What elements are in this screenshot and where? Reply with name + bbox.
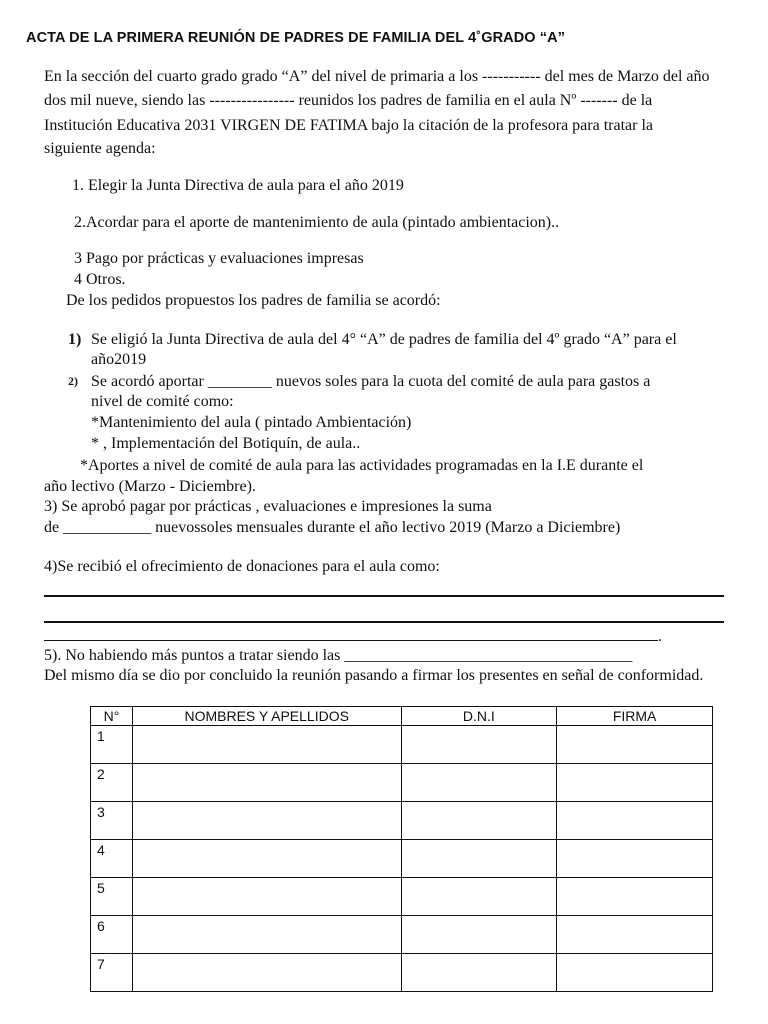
dni-cell[interactable] xyxy=(401,726,557,764)
header-names: NOMBRES Y APELLIDOS xyxy=(132,707,401,726)
resolution-1-line-2: año2019 xyxy=(91,351,147,368)
resolution-2-item-3-line-2: año lectivo (Marzo - Diciembre). xyxy=(44,478,256,495)
blank-line-2 xyxy=(44,621,724,623)
name-cell[interactable] xyxy=(132,764,401,802)
header-dni: D.N.I xyxy=(401,707,557,726)
name-cell[interactable] xyxy=(132,726,401,764)
row-number: 4 xyxy=(91,840,133,878)
resolution-2-line-2: nivel de comité como: xyxy=(91,393,234,410)
table-row xyxy=(91,954,713,992)
signature-cell[interactable] xyxy=(557,878,713,916)
resolution-2-line-1: Se acordó aportar ________ nuevos soles para la cuota del comité de aula para gastos a xyxy=(91,373,651,390)
dni-cell[interactable] xyxy=(401,916,557,954)
agenda-item-2: 2.Acordar para el aporte de mantenimiento de aula (pintado ambientacion).. xyxy=(74,214,560,231)
dni-cell[interactable] xyxy=(401,840,557,878)
resolution-3-line-2: de ___________ nuevossoles mensuales durante el año lectivo 2019 (Marzo a Diciembre) xyxy=(44,519,621,536)
row-number: 2 xyxy=(91,764,133,802)
closing-text: Del mismo día se dio por concluido la reunión pasando a firmar los presentes en señal de conformidad. xyxy=(44,667,704,684)
table-row xyxy=(91,764,713,802)
name-cell[interactable] xyxy=(132,878,401,916)
name-cell[interactable] xyxy=(132,954,401,992)
signature-cell[interactable] xyxy=(557,726,713,764)
row-number: 3 xyxy=(91,802,133,840)
row-number: 5 xyxy=(91,878,133,916)
header-signature: FIRMA xyxy=(557,707,713,726)
table-header-row xyxy=(91,707,713,726)
blank-line-period: . xyxy=(658,628,662,645)
table-row xyxy=(91,878,713,916)
signature-cell[interactable] xyxy=(557,764,713,802)
resolution-1-number: 1) xyxy=(68,331,82,348)
signature-cell[interactable] xyxy=(557,840,713,878)
resolution-2-item-3-line-1: *Aportes a nivel de comité de aula para las actividades programadas en la I.E durante el xyxy=(80,457,644,474)
table-row xyxy=(91,802,713,840)
row-number: 6 xyxy=(91,916,133,954)
signature-cell[interactable] xyxy=(557,954,713,992)
name-cell[interactable] xyxy=(132,840,401,878)
blank-line-1 xyxy=(44,595,724,597)
resolution-3-line-1: 3) Se aprobó pagar por prácticas , evaluaciones e impresiones la suma xyxy=(44,498,492,515)
table-row xyxy=(91,840,713,878)
agenda-item-4: 4 Otros. xyxy=(74,271,126,288)
dni-cell[interactable] xyxy=(401,954,557,992)
dni-cell[interactable] xyxy=(401,878,557,916)
intro-line-3: Institución Educativa 2031 VIRGEN DE FATIMA bajo la citación de la profesora para tratar la xyxy=(44,117,653,134)
agreed-intro: De los pedidos propuestos los padres de familia se acordó: xyxy=(66,292,441,309)
table-row xyxy=(91,916,713,954)
dni-cell[interactable] xyxy=(401,764,557,802)
blank-line-3 xyxy=(44,640,658,641)
agenda-item-3: 3 Pago por prácticas y evaluaciones impresas xyxy=(74,250,364,267)
dni-cell[interactable] xyxy=(401,802,557,840)
intro-line-4: siguiente agenda: xyxy=(44,140,156,157)
resolution-1-line-1: Se eligió la Junta Directiva de aula del 4° “A” de padres de familia del 4º grado “A” para el xyxy=(91,331,677,348)
name-cell[interactable] xyxy=(132,916,401,954)
row-number: 1 xyxy=(91,726,133,764)
agenda-item-1: 1. Elegir la Junta Directiva de aula para el año 2019 xyxy=(72,177,404,194)
row-number: 7 xyxy=(91,954,133,992)
header-number: N° xyxy=(91,707,133,726)
resolution-2-item-1: *Mantenimiento del aula ( pintado Ambientación) xyxy=(91,414,412,431)
name-cell[interactable] xyxy=(132,802,401,840)
signature-cell[interactable] xyxy=(557,802,713,840)
resolution-2-number: 2) xyxy=(68,374,78,388)
signature-cell[interactable] xyxy=(557,916,713,954)
resolution-4: 4)Se recibió el ofrecimiento de donaciones para el aula como: xyxy=(44,558,440,575)
signature-table xyxy=(90,706,713,992)
intro-line-1: En la sección del cuarto grado grado “A” del nivel de primaria a los ----------- del mes de Marzo del año xyxy=(44,68,710,85)
resolution-5: 5). No habiendo más puntos a tratar siendo las ____________________________________ xyxy=(44,647,633,664)
table-row xyxy=(91,726,713,764)
resolution-2-item-2: * , Implementación del Botiquín, de aula.. xyxy=(91,435,361,452)
document-title: ACTA DE LA PRIMERA REUNIÓN DE PADRES DE FAMILIA DEL 4˚GRADO “A” xyxy=(26,30,566,46)
intro-line-2: dos mil nueve, siendo las ---------------- reunidos los padres de familia en el aula Nº ------- de la xyxy=(44,92,653,109)
